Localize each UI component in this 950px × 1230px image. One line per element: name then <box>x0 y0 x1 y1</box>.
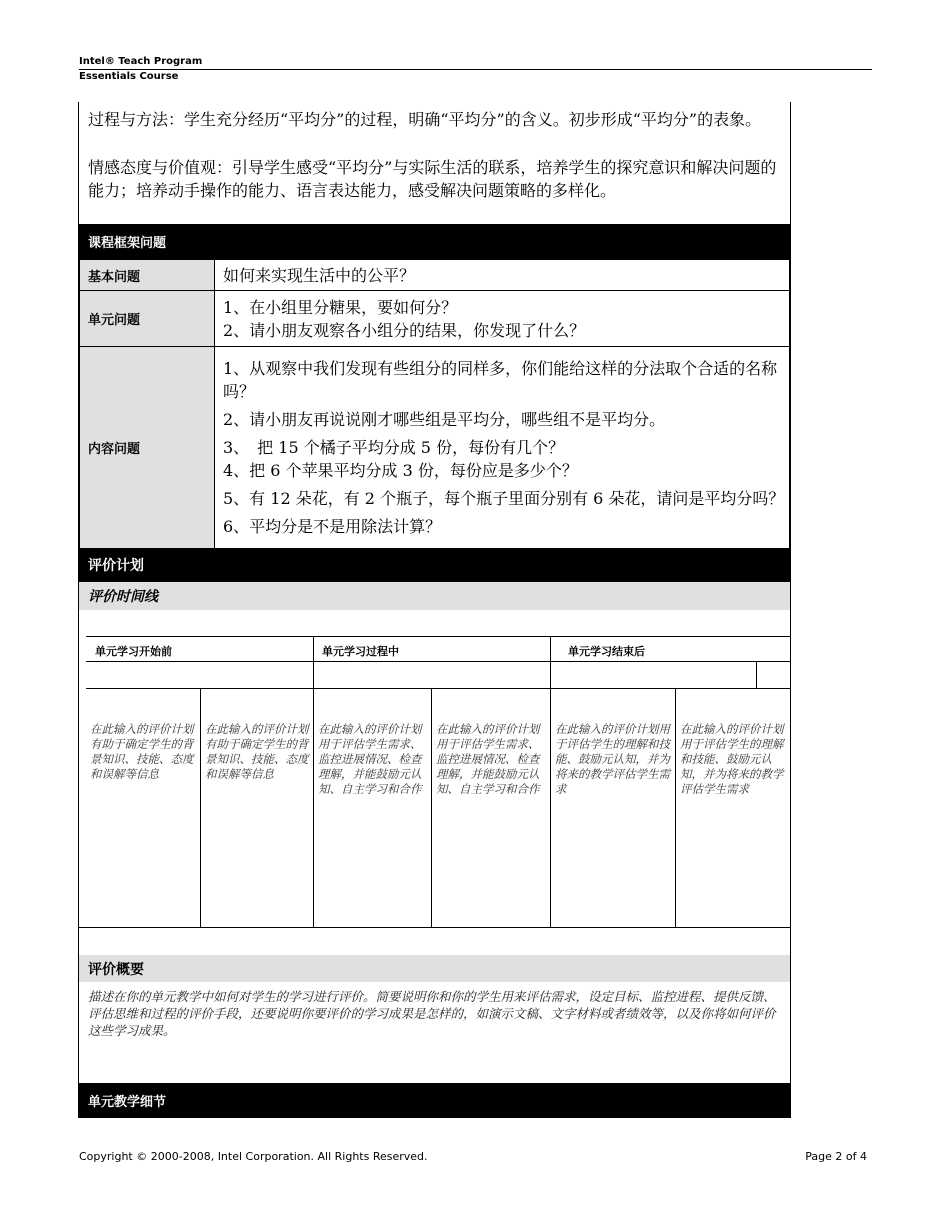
content-question: 6、平均分是不是用除法计算？ <box>223 517 442 536</box>
header-course: Essentials Course <box>79 71 179 82</box>
objective-emotion: 情感态度与价值观：引导学生感受“平均分”与实际生活的联系，培养学生的探究意识和解决问题的能力；培养动手操作的能力、语言表达能力，感受解决问题策略的多样化。 <box>88 158 777 200</box>
content-questions-row <box>80 347 790 549</box>
assessment-cell-after-2: 在此输入的评价计划用于评估学生的理解和技能、鼓励元认知，并为将来的教学评估学生需求 <box>680 722 784 796</box>
assessment-cell-during-1: 在此输入的评价计划用于评估学生需求、监控进展情况、检查理解，并能鼓励元认知、自主学习和合作 <box>318 722 422 796</box>
assessment-cell-before-2: 在此输入的评价计划有助于确定学生的背景知识、技能、态度和误解等信息 <box>205 722 309 781</box>
cells-bottom-rule <box>79 927 790 928</box>
cell-divider <box>200 688 201 928</box>
unit-questions-row <box>80 291 790 347</box>
assessment-cell-before-1: 在此输入的评价计划有助于确定学生的背景知识、技能、态度和误解等信息 <box>90 722 194 781</box>
basic-question-label: 基本问题 <box>80 260 215 291</box>
phase-after: 单元学习结束后 <box>568 645 645 658</box>
unit-question: 1、在小组里分糖果，要如何分？ <box>223 297 458 317</box>
content-question: 5、有 12 朵花，有 2 个瓶子，每个瓶子里面分别有 6 朵花，请问是平均分吗？ <box>223 489 785 508</box>
timeline-divider <box>313 636 314 689</box>
timeline-rule <box>86 661 790 662</box>
cell-divider <box>675 688 676 928</box>
content-question-label: 内容问题 <box>80 347 215 549</box>
cell-divider <box>550 688 551 928</box>
section-assessment-title: 评价计划 <box>79 548 790 582</box>
summary-text: 描述在你的单元教学中如何对学生的学习进行评价。简要说明你和你的学生用来评估需求，设定目标、监控进程、提供反馈、评估思维和过程的评价手段，还要说明你要评价的学习成果是怎样的，如演示文稿、文字材料或者绩效等，以及你将如何评价这些学习成果。 <box>88 989 776 1038</box>
unit-question: 2、请小朋友观察各小组分的结果，你发现了什么？ <box>223 320 586 340</box>
header-rule <box>79 69 872 70</box>
content-question: 4、把 6 个苹果平均分成 3 份，每份应是多少个？ <box>223 461 578 480</box>
footer-page-number: Page 2 of 4 <box>805 1150 867 1163</box>
header-program: Intel® Teach Program <box>79 56 203 67</box>
basic-question-row <box>80 260 790 291</box>
cell-divider <box>313 688 314 928</box>
summary-title: 评价概要 <box>79 955 790 982</box>
timeline-title: 评价时间线 <box>79 582 790 610</box>
timeline-rule <box>86 688 790 689</box>
cell-divider <box>431 688 432 928</box>
section-details-title: 单元教学细节 <box>79 1083 790 1118</box>
basic-question: 如何来实现生活中的公平？ <box>215 260 790 291</box>
footer-copyright: Copyright © 2000-2008, Intel Corporation. All Rights Reserved. <box>79 1150 428 1163</box>
section-framework-title: 课程框架问题 <box>79 224 790 259</box>
unit-questions <box>215 291 790 347</box>
phase-before: 单元学习开始前 <box>95 645 172 658</box>
content-question: 2、请小朋友再说说刚才哪些组是平均分，哪些组不是平均分。 <box>223 410 666 429</box>
framework-questions-table <box>79 259 790 549</box>
content-question: 3、 把 15 个橘子平均分成 5 份，每份有几个？ <box>223 438 565 457</box>
content-question: 1、从观察中我们发现有些组分的同样多，你们能给这样的分法取个合适的名称吗？ <box>223 359 778 401</box>
timeline-divider <box>550 636 551 689</box>
timeline-divider <box>756 661 757 689</box>
unit-question-label: 单元问题 <box>80 291 215 347</box>
objective-process: 过程与方法：学生充分经历“平均分”的过程，明确“平均分”的含义。初步形成“平均分”的表象。 <box>88 110 762 129</box>
assessment-cell-during-2: 在此输入的评价计划用于评估学生需求、监控进展情况、检查理解，并能鼓励元认知、自主学习和合作 <box>436 722 540 796</box>
phase-during: 单元学习过程中 <box>322 645 399 658</box>
content-questions <box>215 347 790 549</box>
assessment-cell-after-1: 在此输入的评价计划用于评估学生的理解和技能、鼓励元认知，并为将来的教学评估学生需求 <box>555 722 670 796</box>
timeline-rule <box>86 636 790 637</box>
